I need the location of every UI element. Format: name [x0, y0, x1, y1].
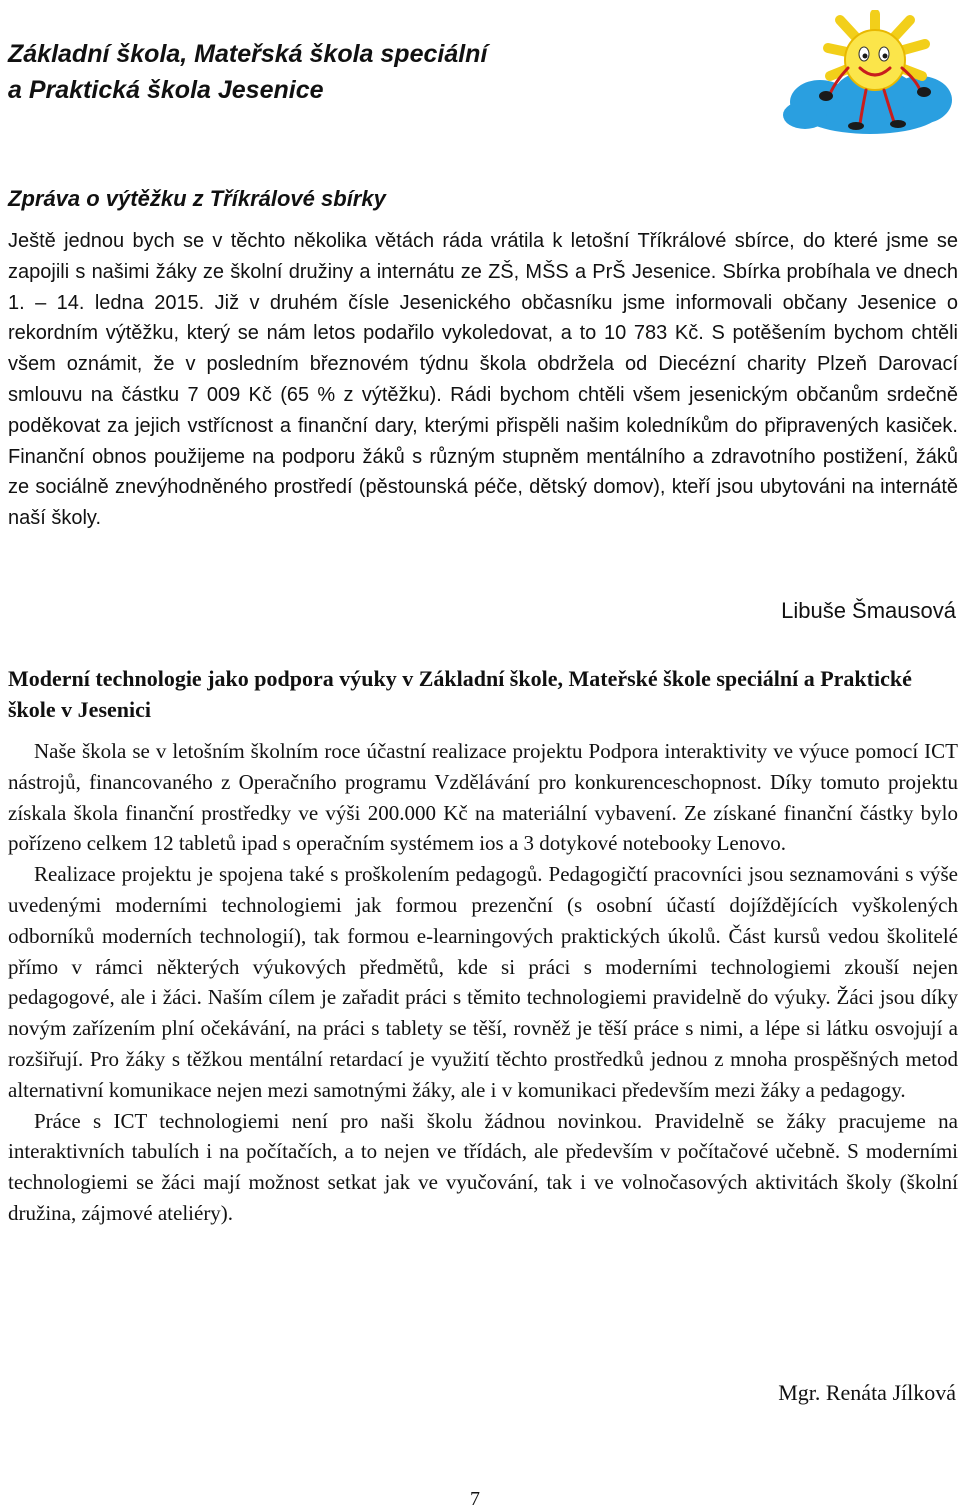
- article2-paragraph: Naše škola se v letošním školním roce účastní realizace projektu Podpora interaktivity ve výuce pomocí ICT nástrojů, financovaného z Operačního programu Vzdělávání pro konkurenceschopnost. Díky tomuto projektu získala škola finanční prostředky ve výši 200.000 Kč na materiální vybavení. Ze získané finanční částky bylo pořízeno celkem 12 tabletů ipad s operačním systémem ios a 3 dotykové notebooky Lenovo.: [8, 739, 958, 856]
- school-name-line2: a Praktická škola Jesenice: [8, 76, 324, 104]
- article2-signature: Mgr. Renáta Jílková: [778, 1380, 956, 1405]
- article2-title: Moderní technologie jako podpora výuky v Základní škole, Mateřské škole speciální a Praktické škole v Jesenici: [8, 666, 912, 722]
- article2-paragraph: Realizace projektu je spojena také s proškolením pedagogů. Pedagogičtí pracovníci jsou seznamováni s výše uvedenými moderními technologiemi jak formou prezenční (s osobní účastí dojíždějících vyškolených odborníků moderních technologií), tak formou e-learningových praktických úkolů. Část kursů vedou školitelé přímo v rámci některých výukových předmětů, kde si práci s moderními technologiemi zkouší nejen pedagogové, ale i žáci. Naším cílem je zařadit práci s těmito technologiemi pravidelně do výuky. Žáci jsou díky novým zařízením plní očekávání, na práci s tablety se těší, rovněž je těší práce s nimi, a lépe si látku osvojují a rozšiřují. Pro žáky s těžkou mentální retardací je využití těchto prostředků jednou z mnoha prospěšných metod alternativní komunikace nejen mezi samotnými žáky, ale i v komunikaci především mezi žáky a pedagogy.: [8, 862, 958, 1102]
- page-number: 7: [470, 1488, 480, 1510]
- article2-paragraph: Práce s ICT technologiemi není pro naši školu žádnou novinkou. Pravidelně se žáky pracujeme na interaktivních tabulích i na počítačích, a to nejen ve třídách, ale především v počítačové učebně. S moderními technologiemi se žáci mají možnost setkat jak ve vyučování, tak i ve volnočasových aktivitách školy (školní družina, zájmové ateliéry).: [8, 1108, 958, 1225]
- school-name-line1: Základní škola, Mateřská škola speciální: [8, 40, 488, 68]
- article1-body: Ještě jednou bych se v těchto několika větách ráda vrátila k letošní Tříkrálové sbírce, do které jsme se zapojili s našimi žáky ze školní družiny a internátu ze ZŠ, MŠS a PrŠ Jesenice. Sbírka probíhala ve dnech 1. – 14. ledna 2015. Již v druhém čísle Jesenického občasníku jsme informovali občany Jesenice o rekordním výtěžku, který se nám letos podařilo vykoledovat, a to 10 783 Kč. S potěšením bychom chtěli všem oznámit, že v posledním březnovém týdnu škola obdržela od Diecézní charity Plzeň Darovací smlouvu na částku 7 009 Kč (65 % z výtěžku). Rádi bychom chtěli všem jesenickým občanům srdečně poděkovat za jejich vstřícnost a finanční dary, kterými přispěli našim koledníkům do připravených kasiček. Finanční obnos použijeme na podporu žáků s různým stupněm mentálního a zdravotního postižení, žáků ze sociálně znevýhodněného prostředí (pěstounská péče, dětský domov), kteří jsou ubytováni na internátě naší školy.: [8, 230, 958, 530]
- article1-title: Zpráva o výtěžku z Tříkrálové sbírky: [8, 186, 386, 211]
- sun-on-cloud-icon: [780, 10, 958, 140]
- school-name: [8, 36, 748, 108]
- article2-body: [8, 736, 958, 1229]
- article1-signature: Libuše Šmausová: [781, 598, 956, 623]
